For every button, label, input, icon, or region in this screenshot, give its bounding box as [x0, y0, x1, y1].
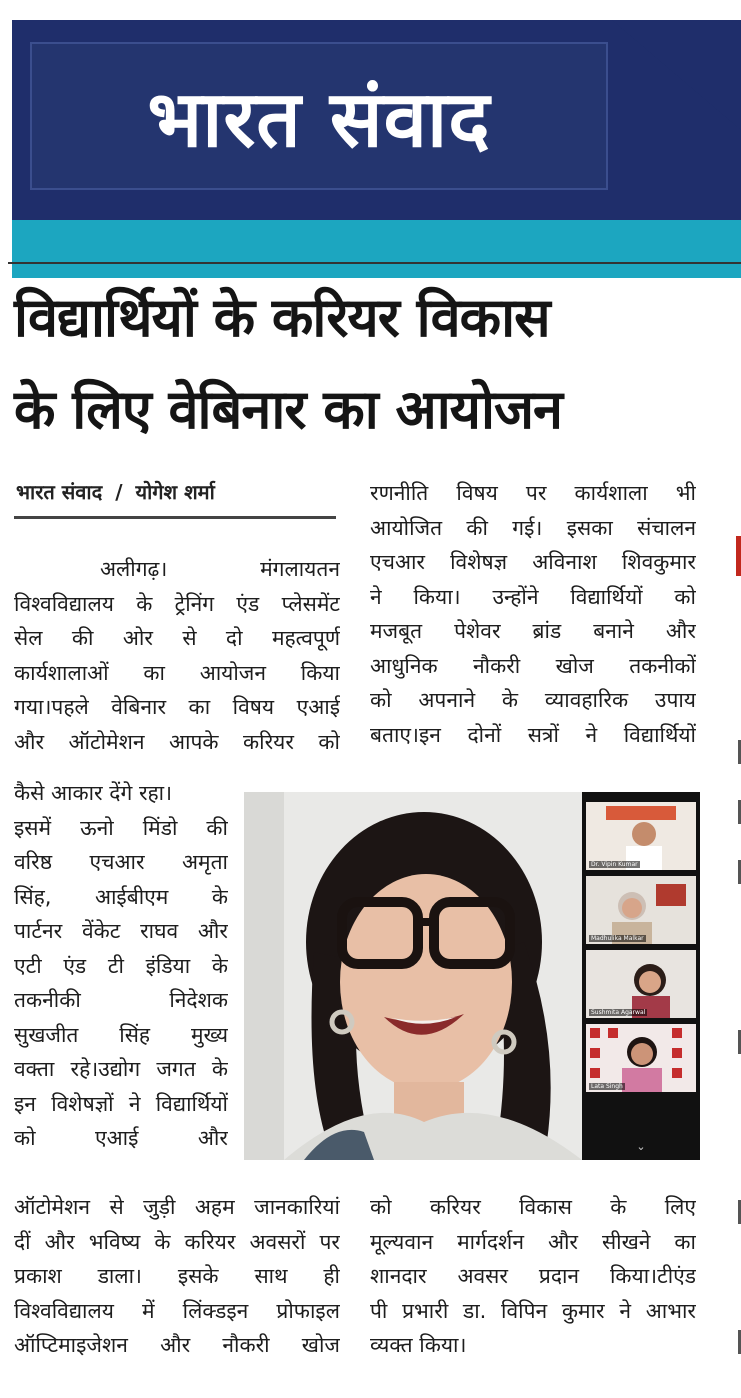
column-1-wrap [14, 776, 228, 1156]
masthead-title-box [30, 42, 608, 190]
masthead [12, 20, 741, 260]
text-line: रणनीति विषय पर कार्यशाला भी [370, 481, 696, 505]
headline-line-1: विद्यार्थियों के करियर विकास [14, 286, 550, 349]
text-line: विश्वविद्यालय में लिंक्डइन प्रोफाइल [14, 1298, 340, 1323]
text-line: को एआई और [14, 1126, 228, 1150]
text-line: और ऑटोमेशन आपके करियर को [14, 729, 340, 754]
text-line: सिंह, आईबीएम के [14, 884, 228, 909]
participant-thumbnails [582, 792, 700, 1160]
column-2-top [370, 476, 696, 752]
text-line: एटी एंड टी इंडिया के [14, 953, 228, 978]
text-line: विश्वविद्यालय के ट्रेनिंग एंड प्लेसमेंट [14, 591, 340, 616]
text-line: वरिष्ठ एचआर अमृता [14, 850, 228, 874]
text-line: आधुनिक नौकरी खोज तकनीकों [370, 653, 696, 678]
participant-name: Dr. Vipin Kumar [591, 861, 638, 868]
text-line: आयोजित की गई। इसका संचालन [370, 515, 696, 540]
participant-thumbnail [586, 1024, 696, 1092]
text-line: मूल्यवान मार्गदर्शन और सीखने का [370, 1229, 696, 1254]
byline-author: योगेश शर्मा [135, 480, 215, 504]
speaker-video [244, 792, 582, 1160]
text-line: शानदार अवसर प्रदान किया।टीएंड [370, 1264, 696, 1288]
text-line: को अपनाने के व्यावहारिक उपाय [370, 688, 696, 712]
text-line: इसमें ऊनो मिंडो की [14, 815, 228, 840]
text-line: सुखजीत सिंह मुख्य [14, 1022, 228, 1047]
participant-name: Madhulika Malkar [591, 935, 644, 942]
text-line: वक्ता रहे।उद्योग जगत के [14, 1057, 228, 1081]
text-line: प्रकाश डाला। इसके साथ ही [14, 1264, 340, 1288]
chevron-down-icon: ⌄ [636, 1140, 646, 1153]
text-line: गया।पहले वेबिनार का विषय एआई [14, 695, 340, 719]
text-line: व्यक्त किया। [370, 1333, 467, 1357]
headline-line-2: के लिए वेबिनार का आयोजन [14, 378, 563, 441]
text-line: मजबूत पेशेवर ब्रांड बनाने और [370, 619, 696, 643]
text-line: ने किया। उन्होंने विद्यार्थियों को [370, 584, 696, 609]
participant-name: Lata Singh [591, 1083, 623, 1090]
text-line: अलीगढ़। मंगलायतन [100, 557, 340, 581]
participant-name: Sushmita Agarwal [591, 1009, 646, 1016]
text-line: तकनीकी निदेशक [14, 988, 228, 1012]
participant-thumbnail [586, 876, 696, 944]
byline [16, 478, 336, 505]
speaker-illustration [244, 792, 582, 1160]
text-line: ऑप्टिमाइजेशन और नौकरी खोज [14, 1333, 340, 1357]
byline-separator: / [115, 480, 123, 504]
webinar-photo [244, 792, 700, 1160]
text-line: दीं और भविष्य के करियर अवसरों पर [14, 1229, 340, 1254]
byline-rule [14, 516, 336, 519]
column-1-top [14, 552, 340, 759]
text-line: सेल की ओर से दो महत्वपूर्ण [14, 626, 340, 650]
text-line: इन विशेषज्ञों ने विद्यार्थियों [14, 1091, 228, 1116]
masthead-title: भारत संवाद [147, 74, 491, 165]
masthead-band [12, 220, 741, 278]
participant-thumbnail [586, 950, 696, 1018]
text-line: ऑटोमेशन से जुड़ी अहम जानकारियां [14, 1195, 340, 1219]
column-2-bottom [370, 1190, 696, 1363]
text-line: बताए।इन दोनों सत्रों ने विद्यार्थियों [370, 722, 696, 747]
masthead-rule [8, 262, 741, 264]
byline-source: भारत संवाद [16, 480, 103, 504]
text-line: एचआर विशेषज्ञ अविनाश शिवकुमार [370, 550, 696, 574]
text-line: पी प्रभारी डा. विपिन कुमार ने आभार [370, 1298, 696, 1323]
headline [14, 272, 734, 456]
text-line: पार्टनर वेंकेट राघव और [14, 919, 228, 943]
column-1-bottom [14, 1190, 340, 1363]
text-line: कार्यशालाओं का आयोजन किया [14, 660, 340, 685]
adjacent-page-edge [736, 536, 741, 576]
text-line: को करियर विकास के लिए [370, 1195, 696, 1219]
text-line: कैसे आकार देंगे रहा। [14, 781, 173, 805]
participant-thumbnail [586, 802, 696, 870]
